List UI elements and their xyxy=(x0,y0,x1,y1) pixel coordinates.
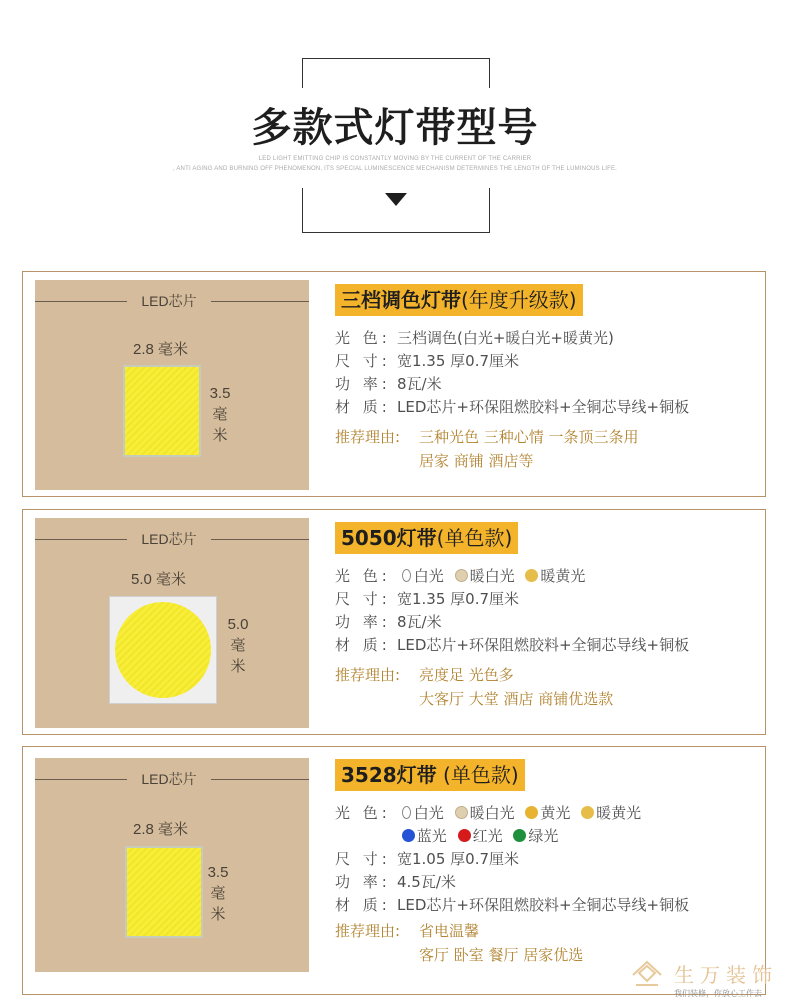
dimension-value: 3.5 xyxy=(207,864,229,881)
color-option: 红光 xyxy=(472,827,503,845)
recommendation-text: 亮度足 光色多 xyxy=(419,666,514,684)
spec-light-color-cont xyxy=(335,825,755,848)
blue-dot-icon xyxy=(402,829,415,842)
page-subtitle-line1: LED LIGHT EMITTING CHIP IS CONSTANTLY MOVING BY THE CURRENT OF THE CARRIER xyxy=(258,156,532,162)
recommendation-line1 xyxy=(335,663,755,687)
house-logo-icon xyxy=(630,957,664,991)
color-option: 暖白光 xyxy=(469,567,515,585)
chip-diagram-panel xyxy=(35,758,309,972)
yellow-dot-icon xyxy=(525,806,538,819)
spec-label: 尺 寸: xyxy=(335,850,391,868)
product-card-tri-color xyxy=(22,271,766,497)
divider-line xyxy=(211,301,309,302)
warm-yellow-dot-icon xyxy=(581,806,594,819)
white-dot-icon xyxy=(402,806,411,819)
product-title xyxy=(335,522,518,554)
product-title xyxy=(335,759,525,791)
recommendation-text: 三种光色 三种心情 一条顶三条用 xyxy=(419,428,639,446)
dimension-unit: 米 xyxy=(230,658,246,675)
spec-label: 材 质: xyxy=(335,398,391,416)
recommendation-text: 大客厅 大堂 酒店 商铺优选款 xyxy=(419,690,614,708)
spec-value: 8瓦/米 xyxy=(397,613,442,631)
chip-diagram-panel xyxy=(35,518,309,728)
spec-power xyxy=(335,373,755,396)
spec-material xyxy=(335,396,755,419)
dimension-unit: 米 xyxy=(212,427,228,444)
page-subtitle-line2: , ANTI AGING AND BURNING OFF PHENOMENON, ITS SPECIAL LUMINESCENCE MECHANISM DETERMINES THE LENGTH OF THE LUMINOUS LIFE. xyxy=(172,166,618,172)
dimension-unit: 毫 xyxy=(210,885,226,902)
chip-width-dimension: 2.8 毫米 xyxy=(133,341,189,358)
warm-white-dot-icon xyxy=(455,806,468,819)
chip-label: LED芯片 xyxy=(141,531,197,547)
chip-label-row xyxy=(35,771,309,787)
recommendation-line1 xyxy=(335,425,755,449)
green-dot-icon xyxy=(513,829,526,842)
chip-width-dimension: 2.8 毫米 xyxy=(133,821,189,838)
spec-light-color xyxy=(335,565,755,588)
led-chip-rect xyxy=(123,365,201,457)
dimension-unit: 米 xyxy=(210,906,226,923)
recommendation xyxy=(335,663,755,711)
spec-light-color xyxy=(335,327,755,350)
red-dot-icon xyxy=(458,829,471,842)
spec-value: 三档调色(白光+暖白光+暖黄光) xyxy=(397,329,614,347)
white-dot-icon xyxy=(402,569,411,582)
spec-light-color xyxy=(335,802,755,825)
product-info xyxy=(335,284,755,473)
recommendation-text: 省电温馨 xyxy=(419,922,480,940)
spec-material xyxy=(335,634,755,657)
spec-list xyxy=(335,327,755,419)
spec-label: 光 色: xyxy=(335,329,391,347)
spec-label: 功 率: xyxy=(335,375,391,393)
watermark-tagline: 我们装修，你放心工作去 xyxy=(674,989,762,998)
color-option: 暖黄光 xyxy=(540,567,586,585)
chip-label-row xyxy=(35,531,309,547)
divider-line xyxy=(35,779,127,780)
led-chip-rect xyxy=(125,846,203,938)
spec-label: 材 质: xyxy=(335,896,391,914)
spec-value: 8瓦/米 xyxy=(397,375,442,393)
spec-material xyxy=(335,894,755,917)
spec-list xyxy=(335,565,755,657)
spec-label: 光 色: xyxy=(335,567,391,585)
product-title-main: 三档调色灯带 xyxy=(341,288,461,312)
product-title xyxy=(335,284,583,316)
color-option: 绿光 xyxy=(528,827,559,845)
recommendation-label: 推荐理由: xyxy=(335,922,401,940)
chip-height-dimension xyxy=(225,614,251,677)
divider-line xyxy=(211,779,309,780)
spec-value: LED芯片+环保阻燃胶料+全铜芯导线+铜板 xyxy=(397,896,690,914)
color-option: 黄光 xyxy=(540,804,571,822)
warm-white-dot-icon xyxy=(455,569,468,582)
recommendation-label: 推荐理由: xyxy=(335,428,401,446)
chip-diagram-panel xyxy=(35,280,309,490)
product-title-main: 5050灯带 xyxy=(341,526,437,550)
recommendation-text: 客厅 卧室 餐厅 居家优选 xyxy=(419,946,584,964)
chip-height-dimension xyxy=(207,383,233,446)
spec-power xyxy=(335,871,755,894)
chip-label-row xyxy=(35,293,309,309)
divider-line xyxy=(35,301,127,302)
product-info xyxy=(335,759,755,967)
recommendation xyxy=(335,425,755,473)
spec-label: 材 质: xyxy=(335,636,391,654)
color-option: 白光 xyxy=(413,804,444,822)
chip-label: LED芯片 xyxy=(141,293,197,309)
color-option: 白光 xyxy=(413,567,444,585)
spec-value: LED芯片+环保阻燃胶料+全铜芯导线+铜板 xyxy=(397,636,690,654)
spec-list xyxy=(335,802,755,917)
dimension-unit: 毫 xyxy=(230,637,246,654)
spec-value: 4.5瓦/米 xyxy=(397,873,456,891)
spec-label: 光 色: xyxy=(335,804,391,822)
spec-value: 宽1.35 厚0.7厘米 xyxy=(397,352,520,370)
down-arrow-icon xyxy=(385,193,407,206)
led-chip-circle xyxy=(115,602,211,698)
dimension-unit: 毫 xyxy=(212,406,228,423)
spec-value: LED芯片+环保阻燃胶料+全铜芯导线+铜板 xyxy=(397,398,690,416)
warm-yellow-dot-icon xyxy=(525,569,538,582)
product-title-sub: (年度升级款) xyxy=(461,288,577,312)
spec-value: 宽1.35 厚0.7厘米 xyxy=(397,590,520,608)
spec-label: 尺 寸: xyxy=(335,590,391,608)
spec-power xyxy=(335,611,755,634)
spec-size xyxy=(335,350,755,373)
product-info xyxy=(335,522,755,711)
divider-line xyxy=(211,539,309,540)
watermark-name: 生万装饰 xyxy=(674,963,778,987)
product-title-sub: (单色款) xyxy=(436,526,513,550)
watermark xyxy=(630,957,790,1007)
product-title-main: 3528灯带 xyxy=(341,763,437,787)
spec-label: 尺 寸: xyxy=(335,352,391,370)
recommendation-line2 xyxy=(335,687,755,711)
page-title: 多款式灯带型号 xyxy=(251,105,539,151)
spec-label: 功 率: xyxy=(335,613,391,631)
recommendation-line2 xyxy=(335,449,755,473)
color-option: 暖黄光 xyxy=(596,804,642,822)
recommendation-label: 推荐理由: xyxy=(335,666,401,684)
chip-height-dimension xyxy=(205,862,231,925)
recommendation-line1 xyxy=(335,919,755,943)
spec-size xyxy=(335,588,755,611)
spec-label: 功 率: xyxy=(335,873,391,891)
product-card-5050 xyxy=(22,509,766,735)
dimension-value: 5.0 xyxy=(227,616,249,633)
spec-size xyxy=(335,848,755,871)
dimension-value: 3.5 xyxy=(209,385,231,402)
spec-value: 宽1.05 厚0.7厘米 xyxy=(397,850,520,868)
divider-line xyxy=(35,539,127,540)
color-option: 蓝光 xyxy=(416,827,447,845)
chip-label: LED芯片 xyxy=(141,771,197,787)
product-title-sub: (单色款) xyxy=(436,763,519,787)
chip-width-dimension: 5.0 毫米 xyxy=(131,571,187,588)
color-option: 暖白光 xyxy=(469,804,515,822)
recommendation-text: 居家 商铺 酒店等 xyxy=(419,452,534,470)
